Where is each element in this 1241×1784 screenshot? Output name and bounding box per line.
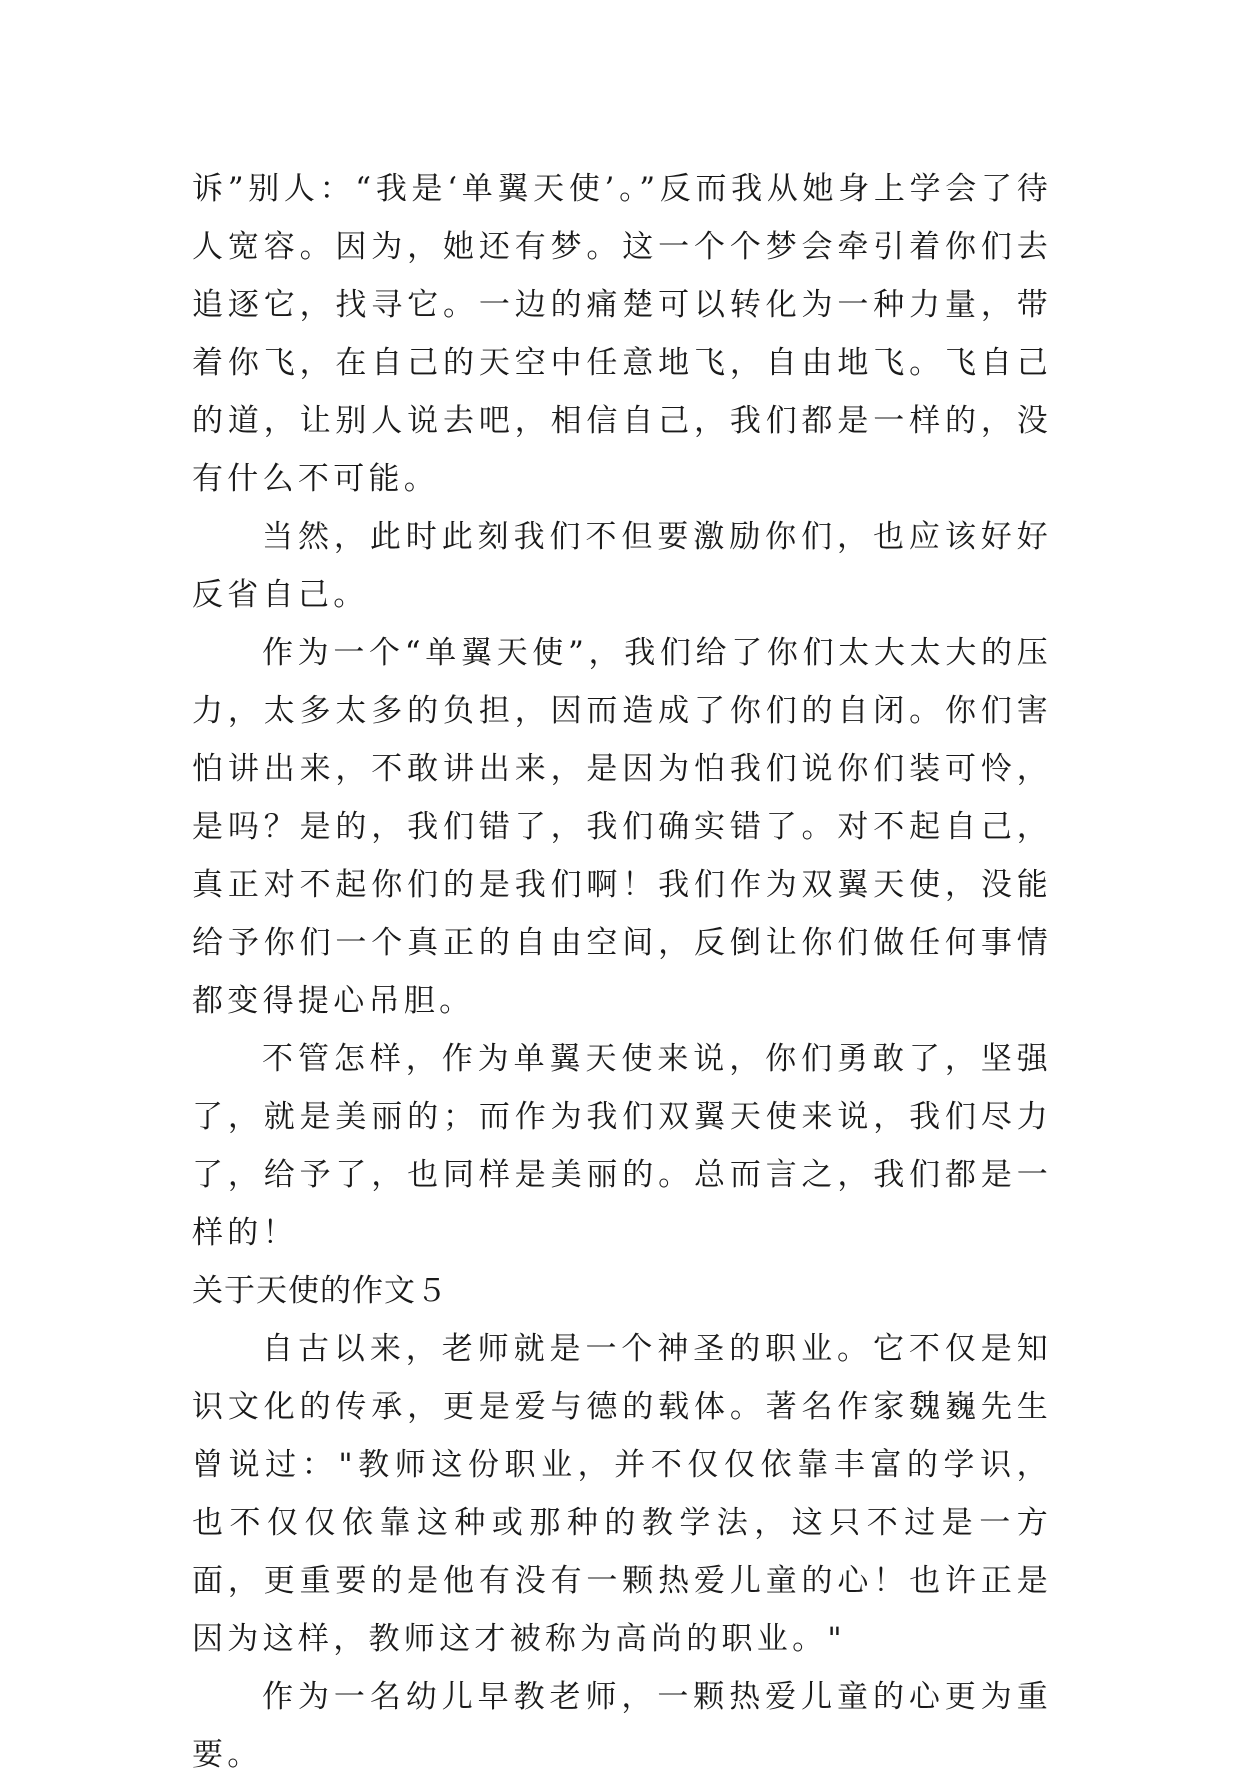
paragraph-continuation: 诉”别人：“我是‘单翼天使’。”反而我从她身上学会了待人宽容。因为，她还有梦。这一个个梦会牵引着你们去追逐它，找寻它。一边的痛楚可以转化为一种力量，带着你飞，在自己的天空中任意地飞，自由地飞。飞自己的道，让别人说去吧，相信自己，我们都是一样的，没有什么不可能。: [192, 171, 1052, 497]
paragraph-conclusion: 不管怎样，作为单翼天使来说，你们勇敢了，坚强了，就是美丽的；而作为我们双翼天使来说，我们尽力了，给予了，也同样是美丽的。总而言之，我们都是一样的！: [192, 1041, 1052, 1251]
paragraph-teacher-quote: 自古以来，老师就是一个神圣的职业。它不仅是知识文化的传承，更是爱与德的载体。著名作家魏巍先生曾说过："教师这份职业，并不仅仅依靠丰富的学识，也不仅仅依靠这种或那种的教学法，这只不过是一方面，更重要的是他有没有一颗热爱儿童的心！也许正是因为这样，教师这才被称为高尚的职业。": [192, 1331, 1052, 1657]
section-heading: 关于天使的作文５: [192, 1273, 448, 1309]
paragraph-early-education: 作为一名幼儿早教老师，一颗热爱儿童的心更为重要。: [192, 1679, 1052, 1773]
paragraph-pressure: 作为一个“单翼天使”，我们给了你们太大太大的压力，太多太多的负担，因而造成了你们的自闭。你们害怕讲出来，不敢讲出来，是因为怕我们说你们装可怜，是吗？是的，我们错了，我们确实错了。对不起自己，真正对不起你们的是我们啊！我们作为双翼天使，没能给予你们一个真正的自由空间，反倒让你们做任何事情都变得提心吊胆。: [192, 635, 1052, 1019]
paragraph-reflection: 当然，此时此刻我们不但要激励你们，也应该好好反省自己。: [192, 519, 1052, 613]
document-body: [192, 160, 1052, 1784]
